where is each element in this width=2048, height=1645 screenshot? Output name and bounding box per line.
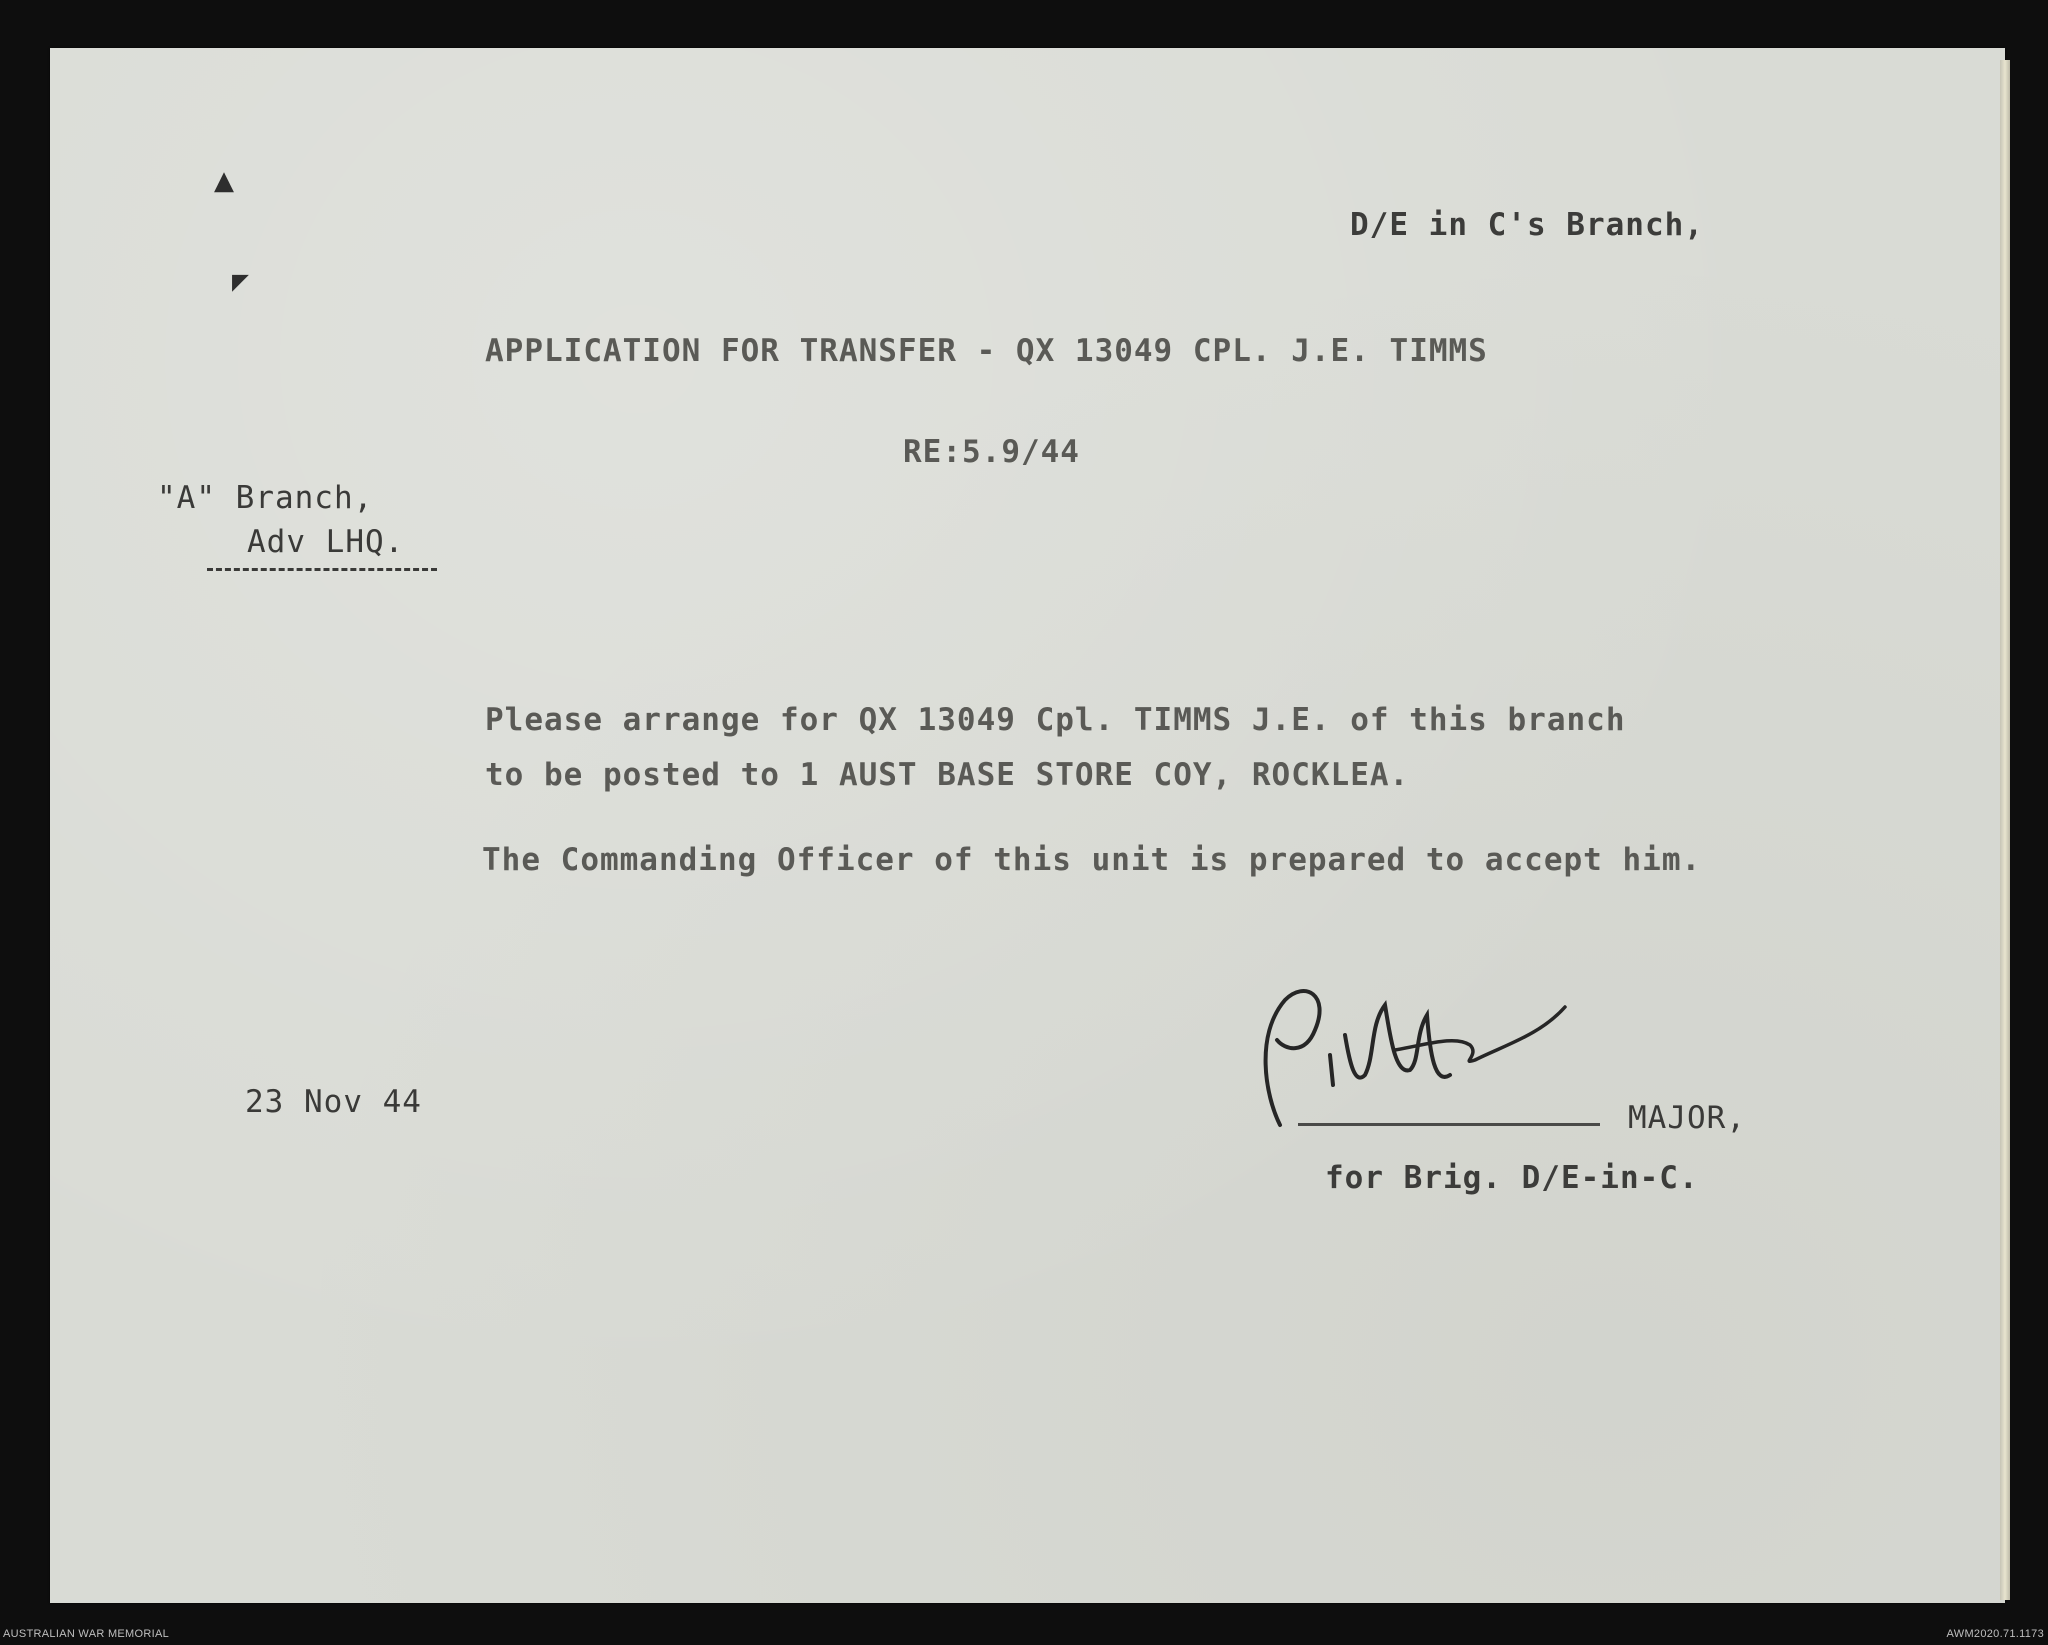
addressee-line-2: Adv LHQ. [247, 524, 405, 560]
document-date: 23 Nov 44 [245, 1084, 422, 1120]
signatory-rank: MAJOR, [1628, 1100, 1746, 1136]
addressee-line-1: "A" Branch, [157, 480, 374, 516]
paper-edge [2000, 60, 2010, 1600]
signature-line [1298, 1123, 1600, 1126]
document-sheet [50, 48, 2005, 1603]
punch-mark-bottom: ◤ [232, 270, 249, 295]
signature [1245, 975, 1575, 1135]
body-line-1: Please arrange for QX 13049 Cpl. TIMMS J.E. of this branch [485, 702, 1626, 738]
addressee-underline [207, 568, 437, 571]
reference-number: RE:5.9/44 [903, 434, 1080, 470]
from-branch: D/E in C's Branch, [1350, 207, 1704, 243]
footer-institution: AUSTRALIAN WAR MEMORIAL [3, 1628, 170, 1640]
body-line-3: The Commanding Officer of this unit is prepared to accept him. [482, 842, 1702, 878]
punch-mark-top: ▲ [214, 166, 234, 196]
body-line-2: to be posted to 1 AUST BASE STORE COY, ROCKLEA. [485, 757, 1410, 793]
footer-accession-number: AWM2020.71.1173 [1946, 1628, 2044, 1640]
signatory-for: for Brig. D/E-in-C. [1325, 1160, 1699, 1196]
subject-line: APPLICATION FOR TRANSFER - QX 13049 CPL. J.E. TIMMS [485, 333, 1488, 369]
